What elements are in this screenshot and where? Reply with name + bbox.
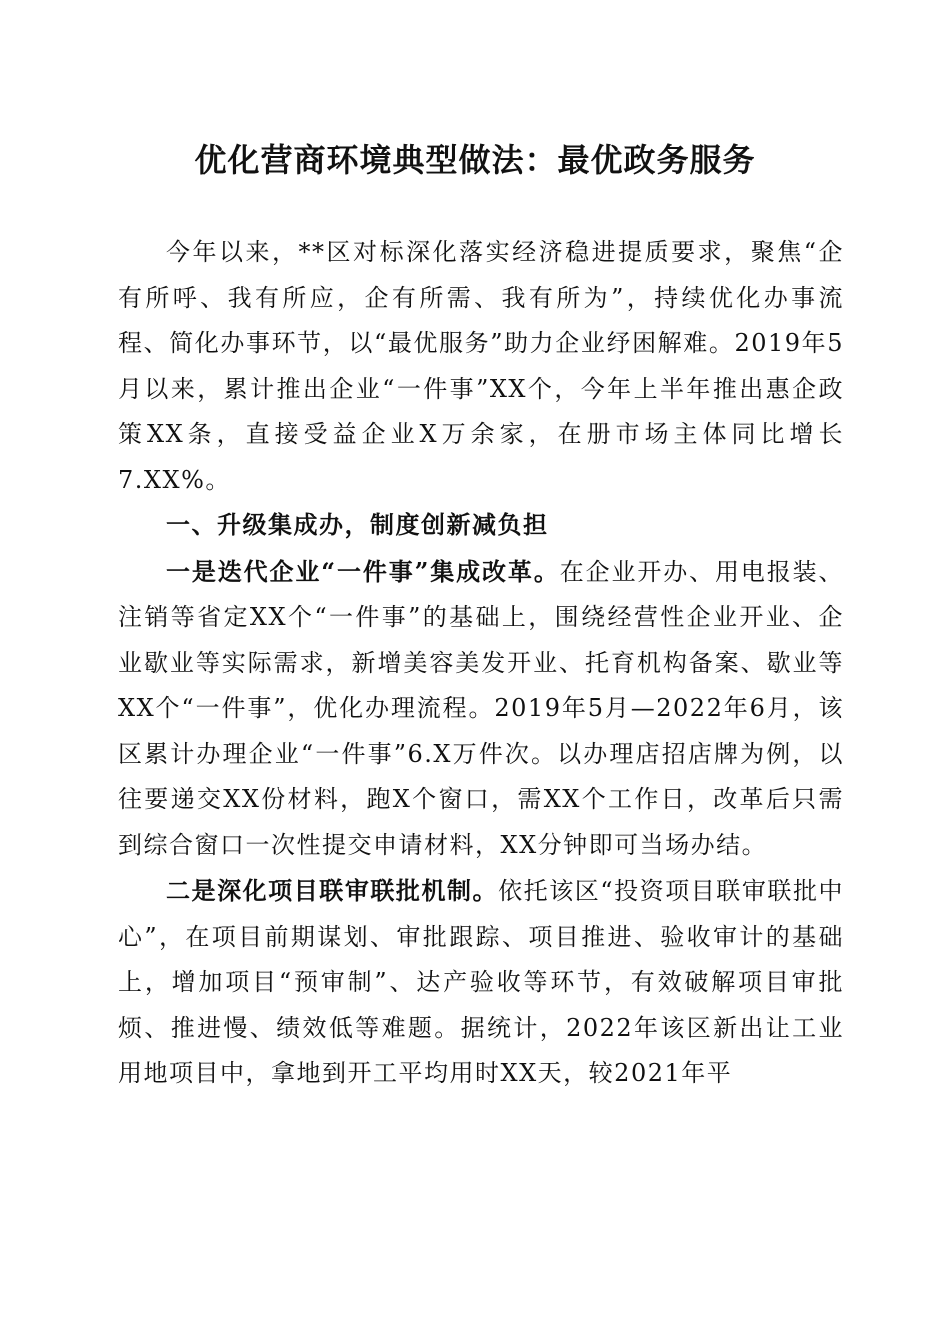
- item-text-2: 依托该区“投资项目联审联批中心”，在项目前期谋划、审批跟踪、项目推进、验收审计的基础上，增加项目“预审制”、达产验收等环节，有效破解项目审批烦、推进慢、绩效低等难题。据统计，2022年该区新出让工业用地项目中，拿地到开工平均用时XX天，较2021年平: [118, 877, 844, 1087]
- item-paragraph-2: [118, 868, 844, 1097]
- document-body: [118, 230, 844, 1097]
- item-text-1: 在企业开办、用电报装、注销等省定XX个“一件事”的基础上，围绕经营性企业开业、企业歇业等实际需求，新增美容美发开业、托育机构备案、歇业等XX个“一件事”，优化办理流程。2019年5月—2022年6月，该区累计办理企业“一件事”6.X万件次。以办理店招店牌为例，以往要递交XX份材料，跑X个窗口，需XX个工作日，改革后只需到综合窗口一次性提交申请材料，XX分钟即可当场办结。: [118, 557, 845, 859]
- item-lead-2: 二是深化项目联审联批机制。: [166, 876, 499, 905]
- item-paragraph-1: [118, 549, 844, 869]
- document-title: 优化营商环境典型做法：最优政务服务: [194, 141, 756, 179]
- intro-paragraph: 今年以来，**区对标深化落实经济稳进提质要求，聚焦“企有所呼、我有所应，企有所需、我有所为”，持续优化办事流程、简化办事环节，以“最优服务”助力企业纾困解难。2019年5月以来，累计推出企业“一件事”XX个，今年上半年推出惠企政策XX条，直接受益企业X万余家，在册市场主体同比增长7.XX%。: [118, 238, 844, 494]
- item-lead-1: 一是迭代企业“一件事”集成改革。: [166, 556, 560, 586]
- section-heading: 一、升级集成办，制度创新减负担: [166, 511, 549, 539]
